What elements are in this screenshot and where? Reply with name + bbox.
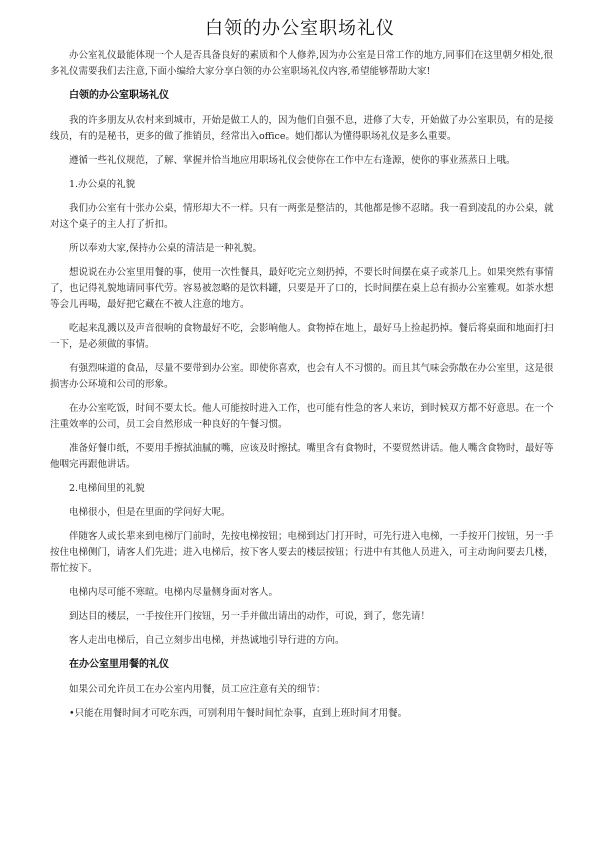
paragraph: 客人走出电梯后，自己立刻步出电梯，并热诚地引导行进的方向。 bbox=[69, 635, 345, 646]
paragraph: 电梯内尽可能不寒暄。电梯内尽量侧身面对客人。 bbox=[69, 587, 279, 598]
subheading-desk-etiquette: 1.办公桌的礼貌 bbox=[69, 179, 136, 190]
intro-paragraph: 办公室礼仪最能体现一个人是否具备良好的素质和个人修养,因为办公室是日常工作的地方,同事们在这里朝夕相处,很多礼仪需要我们去注意,下面小编给大家分享白领的办公室职场礼仪内容,希望能够帮助大家! bbox=[50, 50, 554, 77]
paragraph: 遵循一些礼仪规范，了解、掌握并恰当地应用职场礼仪会使你在工作中左右逢源，使你的事业蒸蒸日上哦。 bbox=[69, 155, 516, 166]
paragraph: 有强烈味道的食品，尽量不要带到办公室。即使你喜欢，也会有人不习惯的。而且其气味会弥散在办公室里，这是很损害办公环境和公司的形象。 bbox=[50, 363, 554, 390]
section-heading-office-dining: 在办公室里用餐的礼仪 bbox=[69, 659, 169, 670]
subheading-elevator-etiquette: 2.电梯间里的礼貌 bbox=[69, 483, 145, 494]
paragraph: 我们办公室有十张办公桌，情形却大不一样。只有一两张是整洁的，其他都是惨不忍睹。我一看到凌乱的办公桌，就对这个桌子的主人打了折扣。 bbox=[50, 203, 554, 230]
document-body bbox=[50, 48, 560, 722]
paragraph: 吃起来乱溅以及声音很响的食物最好不吃，会影响他人。食物掉在地上，最好马上捡起扔掉。餐后将桌面和地面打扫一下，是必须做的事情。 bbox=[50, 323, 554, 350]
paragraph: 想说说在办公室里用餐的事，使用一次性餐具，最好吃完立刻扔掉，不要长时间摆在桌子或茶几上。如果突然有事情了，也记得礼貌地请同事代劳。容易被忽略的是饮料罐，只要是开了口的，长时间摆在桌上总有损办公室雅观。如茶水想等会儿再喝，最好把它藏在不被人注意的地方。 bbox=[50, 267, 554, 310]
paragraph: 准备好餐巾纸，不要用手擦拭油腻的嘴，应该及时擦拭。嘴里含有食物时，不要贸然讲话。他人嘴含食物时，最好等他咽完再跟他讲话。 bbox=[50, 443, 554, 470]
paragraph: 在办公室吃饭，时间不要太长。他人可能按时进入工作，也可能有性急的客人来访，到时候双方都不好意思。在一个注重效率的公司，员工会自然形成一种良好的午餐习惯。 bbox=[50, 403, 554, 430]
paragraph: 到达目的楼层，一手按住开门按钮，另一手并做出请出的动作，可说，到了，您先请！ bbox=[69, 611, 431, 622]
paragraph: 电梯很小，但是在里面的学问好大呢。 bbox=[69, 507, 231, 518]
paragraph: 伴随客人或长辈来到电梯厅门前时，先按电梯按钮；电梯到达门打开时，可先行进入电梯，一手按开门按钮，另一手按住电梯侧门，请客人们先进；进入电梯后，按下客人要去的楼层按钮；行进中有其他人员进入，可主动询问要去几楼，帮忙按下。 bbox=[50, 531, 554, 574]
page-title: 白领的办公室职场礼仪 bbox=[205, 18, 395, 39]
bullet-item: •只能在用餐时间才可吃东西，可别利用午餐时间忙杂事，直到上班时间才用餐。 bbox=[69, 708, 408, 719]
paragraph: 如果公司允许员工在办公室内用餐，员工应注意有关的细节： bbox=[69, 684, 326, 695]
paragraph: 所以奉劝大家,保持办公桌的清洁是一种礼貌。 bbox=[69, 243, 263, 254]
paragraph: 我的许多朋友从农村来到城市，开始是做工人的，因为他们自强不息，进修了大专，开始做了办公室职员，有的是接线员，有的是秘书，更多的做了推销员，经常出入office。她们都认为懂得职场礼仪是多么重要。 bbox=[50, 115, 554, 142]
section-heading-workplace-etiquette: 白领的办公室职场礼仪 bbox=[69, 90, 169, 101]
